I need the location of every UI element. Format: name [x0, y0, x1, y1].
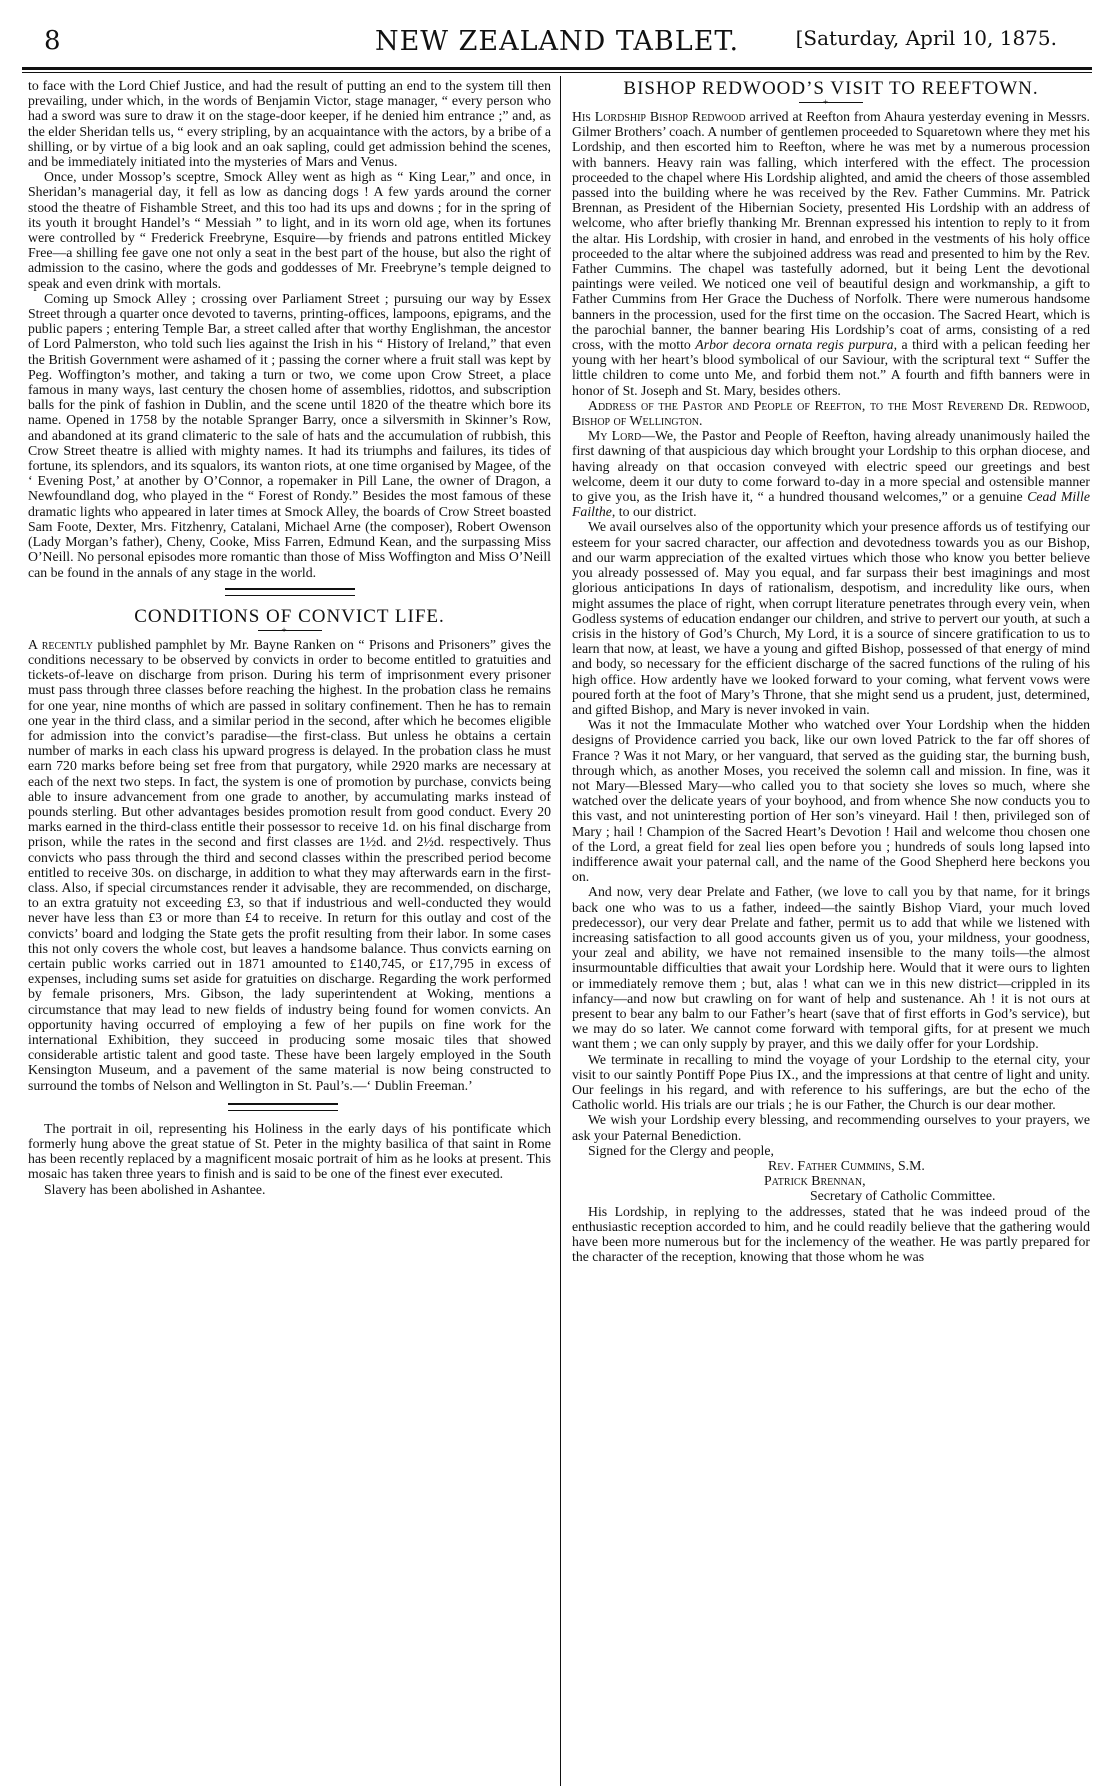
article-paragraph: Once, under Mossop’s sceptre, Smock Alley went as high as “ King Lear,” and once, in Sheridan’s managerial day, it fell as low as dancing dogs ! A few yards around the corner stood the theatre of Fishamble Street, and this too had its ups and downs ; for in the spring of its youth it brought Handel’s “ Messiah ” to light, and in its worn old age, when its fortunes were controlled by “ Frederick Freebryne, Esquire—by friends and patrons entitled Mickey Free—a shilling fee gave one not only a seat in the best part of the house, but also the right of admission to the casino, where the gods and goddesses of Mr. Freebryne’s temple deigned to speak and even drink with mortals.	[28, 169, 551, 291]
article-heading: CONDITIONS OF CONVICT LIFE.	[134, 605, 445, 627]
article-separator	[228, 1103, 338, 1111]
paragraph-body: published pamphlet by Mr. Bayne Ranken on “ Prisons and Prisoners” gives the conditions necessary to be observed by convicts in order to become entitled to gratuities and tickets-of-leave on discharge from prison. During his term of imprisonment every prisoner must pass through three classes before reaching the highest. In the probation class he remains for one year, nine months of which are passed in solitary confinement. Then he has to remain one year in the third class, and a similar period in the second, after which he becomes eligible for admission into the convict’s paradise—the first-class. But unless he obtains a certain number of marks in each class his upward progress is delayed. In the probation class he must earn 720 marks before being set free from that purgatory, while 2920 marks are necessary at each of the next two steps. In fact, the system is one of promotion by purchase, convicts being able to insure advancement from one grade to another, by accumulating marks instead of pounds sterling. But other advantages besides promotion result from good conduct. Every 20 marks earned in the third-class entitle their possessor to receive 1d. on his final discharge from prison, while the rates in the second and first classes are 1½d. and 2½d. respectively. Thus convicts who pass through the third and second classes within the prescribed period become entitled to receive 30s. on discharge, in addition to what they may afterwards earn in the first-class. Also, if special circumstances render it advisable, they are recommended, on discharge, to an extra gratuity not exceeding £3, so that if industrious and well-conducted they would never have less than £3 or more than £4 to receive. In return for this outlay and cost of the convicts’ board and lodging the State gets the profit resulting from their labor. In some cases this not only covers the whole cost, but leaves a handsome balance. Thus convicts earning on certain public works carried out in 1871 amounted to £140,745, or £17,795 in excess of expenses, including sums set aside for gratuities on discharge. Regarding the work performed by female prisoners, Mrs. Gibson, the lady superintendent at Woking, mentions a circumstance that may lead to new fields of industry being found for women convicts. An opportunity having occurred of employing a few of her pupils on fine work for the international Exhibition, they succeed in producing some mosaic tiles that showed considerable artistic talent and good taste. These have been largely employed in the South Kensington Museum, and a pavement of the same material is now being constructed to surround the tombs of Nelson and Wellington in St. Paul’s.—‘ Dublin Freeman.’	[28, 636, 551, 1093]
paragraph-body: arrived at Reefton from Ahaura yesterday evening in Messrs. Gilmer Brothers’ coach. A number of gentlemen proceeded to Squaretown where they met his Lordship, and then escorted him to Reefton, where he was met by a numerous procession with banners. Heavy rain was falling, which interfered with the effect. The procession proceeded to the chapel where His Lordship alighted, and amid the cheers of those assembled passed into the building where he was received by the Rev. Father Cummins. Mr. Patrick Brennan, as President of the Hibernian Society, presented His Lordship with an address of welcome, who after briefly thanking Mr. Brennan expressed his intention to reply to it from the altar. His Lordship, with crosier in hand, and enrobed in the vestments of his holy office proceeded to the altar where the subjoined address was read and presented to him by the Rev. Father Cummins. The chapel was tastefully adorned, but it being Lent the devotional paintings were veiled. We noticed one veil of beautiful design and workmanship, a gift to Father Cummins from Her Grace the Duchess of Norfolk. There were numerous handsome banners in the procession, used for the first time on the occasion. The Sacred Heart, which is the parochial banner, the banner bearing His Lordship’s coat of arms, consisting of a red cross, with the motto	[572, 109, 1090, 353]
address-heading: Address of the Pastor and People of Reefton, to the Most Reverend Dr. Redwood, Bishop of Wellington.	[572, 397, 1090, 429]
article-heading: BISHOP REDWOOD’S VISIT TO REEFTOWN.	[623, 78, 1039, 99]
paragraph-body: , a third with a pelican feeding her young with her heart’s blood symbolical of our Saviour, with the scriptural text “ Suffer the little children to come unto Me, and forbid them not.” A fourth and fifth banners were in honor of St. Joseph and St. Mary, besides others.	[572, 337, 1090, 398]
paragraph-body: , to our district.	[611, 504, 697, 520]
issue-date: [Saturday, April 10, 1875.	[795, 26, 1057, 50]
article-paragraph	[28, 637, 551, 1093]
ornament-rule: +	[799, 102, 863, 103]
article-paragraph: We terminate in recalling to mind the voyage of your Lordship to the eternal city, your visit to our saintly Pontiff Pope Pius IX., and the impressions at that centre of light and unity. Our feelings in his regard, and with reference to his sufferings, are but the echo of the Catholic world. His trials are our trials ; he is our Father, the Church is our dear mother.	[572, 1051, 1090, 1113]
irish-phrase: Cead Mille Failthe	[572, 489, 1090, 520]
signature-line: Rev. Father Cummins, S.M.	[768, 1158, 925, 1174]
signature-line: Patrick Brennan,	[764, 1173, 866, 1189]
article-paragraph: to face with the Lord Chief Justice, and had the result of putting an end to the system till then prevailing, under which, in the words of Benjamin Victor, stage manager, “ every person who had a sword was sure to draw it on the stage-door keeper, if he denied him entrance ;” and, as the elder Sheridan tells us, “ every stripling, by an acquaintance with the actors, by a bribe of a shilling, or by virtue of a big look and an oak sapling, could get admission behind the scenes, and be immediately initiated into the mysteries of Mars and Venus.	[28, 78, 551, 170]
article-paragraph: The portrait in oil, representing his Holiness in the early days of his pontificate which formerly hung above the great statue of St. Peter in the mighty basilica of that saint in Rome has been recently replaced by a magnificent mosaic portrait of him as he looks at present. This mosaic has taken three years to finish and is said to be one of the finest ever executed.	[28, 1120, 551, 1182]
newspaper-title: NEW ZEALAND TABLET.	[374, 26, 740, 57]
right-column	[572, 78, 1090, 1264]
article-paragraph: His Lordship, in replying to the addresses, stated that he was indeed proud of the enthusiastic reception accorded to him, and he could readily believe that the gathering would have been more numerous but for the inclemency of the weather. He was partly prepared for the character of the reception, knowing that those whom he was	[572, 1203, 1090, 1265]
lead-in: His Lordship Bishop Redwood	[572, 109, 746, 124]
article-paragraph: Slavery has been abolished in Ashantee.	[44, 1181, 266, 1197]
article-paragraph: We avail ourselves also of the opportunity which your presence affords us of testifying our esteem for your sacred character, our affection and devotedness towards you as our Bishop, and our warm appreciation of the exalted virtues which those who know you better believe you already possessed of. May you equal, and far surpass their best imaginings and most glorious anticipations In days of rationalism, despotism, and incredulity like ours, when might assumes the place of right, when corrupt literature penetrates through every vein, when Godless systems of education endanger our children, and strive to pervert our youth, at such a crisis in the history of God’s Church, My Lord, it is a source of sincere gratification to us to learn that now, at least, we have a young and gifted Bishop, possessed of that energy of mind and body, so necessary for the efficient discharge of the sacred functions of the ruling of his high office. How ardently have we looked forward to your coming, what fervent vows were poured forth at the foot of Mary’s Throne, that she might send us a prudent, just, determined, and gifted Bishop, and Mary is never invoked in vain.	[572, 519, 1090, 717]
page-number: 8	[44, 26, 61, 56]
article-paragraph: Was it not the Immaculate Mother who watched over Your Lordship when the hidden designs of Providence carried you back, like our own loved Patrick to the far off shores of France ? Was it not Mary, or her vanguard, that served as the guiding star, the burning bush, through which, as another Moses, you received the solemn call and mission. In fine, was it not Mary—Blessed Mary—who called you to that society she loves so much, where she watched over the delicate years of your boyhood, and from whence She now conducts you to this vast, and not uninteresting portion of Her son’s vineyard. Hail ! then, privileged son of Mary ; hail ! Champion of the Sacred Heart’s Devotion ! Hail and welcome thou chosen one of the Lord, a great field for zeal lies open before you ; hundreds of souls long lapsed into indifference await your paternal call, and the name of the Good Shepherd here beckons you on.	[572, 717, 1090, 885]
header-rule	[22, 67, 1092, 70]
article-paragraph	[572, 109, 1090, 398]
article-paragraph: We wish your Lordship every blessing, and recommending ourselves to your prayers, we ask your Paternal Benediction.	[572, 1112, 1090, 1143]
left-column	[28, 78, 551, 1197]
article-paragraph: Signed for the Clergy and people,	[588, 1142, 774, 1158]
paragraph-body: —We, the Pastor and People of Reefton, having already unanimously hailed the first dawning of that auspicious day which brought your Lordship to this orphan diocese, and having already on that occasion conveyed with electric speed our greetings and best welcome, deem it our duty to come forward to-day in a more special and ostensible manner to give you, as the Irish have it, “ a hundred thousand welcomes,” or a genuine	[572, 428, 1090, 505]
article-paragraph	[572, 428, 1090, 519]
article-separator	[225, 588, 355, 596]
lead-in: My Lord	[588, 428, 642, 444]
article-paragraph: Coming up Smock Alley ; crossing over Parliament Street ; pursuing our way by Essex Street through a quarter once devoted to taverns, printing-offices, lampoons, epigrams, and the public papers ; entering Temple Bar, a street called after that worthy Englishman, the ancestor of Lord Palmerston, who told such lies against the Irish in his “ History of Ireland,” that even the British Government were ashamed of it ; passing the corner where a fruit stall was kept by Peg. Woffington’s mother, and taking a turn or two, we come upon Crow Street, a place famous in many ways, last century the chosen home of assemblies, ridottos, and subscription balls for the pink of fashion in Dublin, and the scene until 1820 of the theatre which bore its name. Opened in 1758 by the notable Spranger Barry, once a silversmith in Skinner’s Row, and abandoned at its grand climateric to the sale of hats and the accumulation of rubbish, this Crow Street theatre is allied with mighty names. It had its triumphs and failures, its tides of fortune, its splendors, and its squalors, its wanton riots, at one time organised by Magee, of the ‘ Evening Post,’ at another by O’Connor, a ropemaker in Pill Lane, the owner of Dragon, a Newfoundland dog, who played in the “ Forest of Rondy.” Besides the most famous of these dramatic lights who appeared in later times at Smock Alley, the boards of Crow Street boasted Sam Foote, Dexter, Mrs. Fitzhenry, Catalani, Michael Arne (the composer), Robert Owenson (Lady Morgan’s father), Cheny, Cooke, Miss Farren, Edmund Kean, and the surpassing Miss O’Neill. No personal episodes more romantic than those of Miss Woffington and Miss O’Neill can be found in the annals of any stage in the world.	[28, 290, 551, 580]
article-paragraph: And now, very dear Prelate and Father, (we love to call you by that name, for it brings back one who was to us a father, indeed—the saintly Bishop Viard, your much loved predecessor), our very dear Prelate and father, permit us to add that while we listened with increasing satisfaction to all good accounts given us of you, your mildness, your goodness, your zeal and ability, we have not remained insensible to the many toils—the almost insurmountable difficulties that await your Lordship here. Would that it were ours to lighten or immediately remove them ; but, alas ! what can we in this new district—crippled in its infancy—and now but crawling on for want of help and sustenance. Ah ! it is not ours at present to bear any balm to our Father’s heart (save that of first efforts in God’s service), but we may do so later. We cannot come forward with temporal gifts, for at present we much want them ; we can only supply by prayer, and this we daily offer for your Lordship.	[572, 884, 1090, 1052]
ornament-rule: +	[258, 630, 322, 631]
motto: Arbor decora ornata regis purpura	[695, 337, 894, 353]
header-rule-thin	[22, 72, 1092, 73]
signature-line: Secretary of Catholic Committee.	[810, 1188, 996, 1204]
lead-in: A recently	[28, 636, 93, 652]
column-divider	[560, 76, 561, 1786]
masthead	[22, 26, 1092, 66]
